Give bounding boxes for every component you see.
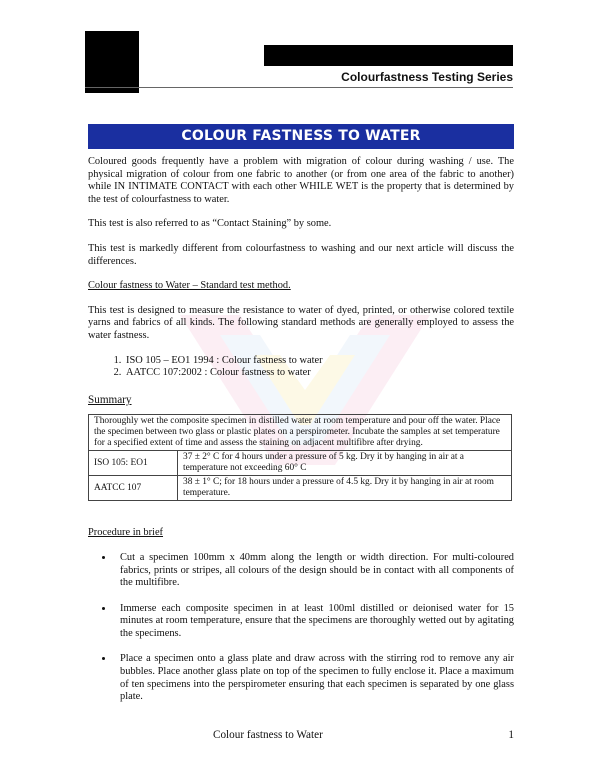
summary-heading: Summary [88, 393, 132, 406]
standard-paragraph: This test is designed to measure the resistance to water of dyed, printed, or otherwise colored textile yarns and fabrics of all kinds. The following standard methods are generally employed to assess the water fastness. [88, 304, 514, 341]
summary-table [88, 414, 512, 501]
procedure-item: • Immerse each composite specimen in at least 100ml distilled or deionised water for 15 minutes at room temperature, ensure that the specimens are thoroughly wetted out by agitating the specimens. [114, 603, 514, 641]
header-bar [264, 45, 513, 66]
header-rule [85, 87, 513, 88]
contact-staining-paragraph: This test is also referred to as “Contact Staining” by some. [88, 218, 332, 230]
series-title: Colourfastness Testing Series [341, 70, 513, 84]
standard-heading: Colour fastness to Water – Standard test method. [88, 280, 291, 292]
procedure-heading: Procedure in brief [88, 527, 164, 539]
table-row [89, 451, 512, 476]
page-number: 1 [508, 729, 514, 741]
emphasis-intimate-contact: IN INTIMATE CONTACT [114, 181, 229, 193]
logo-block [85, 31, 139, 93]
methods-list [88, 355, 514, 380]
condition-cell: 38 ± 1° C; for 18 hours under a pressure of 4.5 kg. Dry it by hanging in air at room temperature. [178, 476, 512, 501]
procedure-item: • Place a specimen onto a glass plate and draw across with the stirring rod to remove any air bubbles. Place another glass plate on top of the specimen to fully enclose it. Place a maximum of ten specimens into the perspirometer ensuring that each specimen is separated by one glass plate. [114, 653, 514, 703]
intro-text: Coloured goods frequently have a problem with migration of colour during washing / use. The physical migration of colour from one fabric to another (or from one area of the fabric to another) while [88, 156, 514, 193]
difference-paragraph: This test is markedly different from colourfastness to washing and our next article will discuss the differences. [88, 242, 514, 267]
summary-intro-cell: Thoroughly wet the composite specimen in distilled water at room temperature and pour off the water. Place the specimen between two glass or plastic plates on a perspirometer. Incubate the samples at set temperature for a specified extent of time and assess the staining on adjacent multifibre after drying. [89, 415, 512, 451]
procedure-list [88, 552, 514, 704]
method-cell: ISO 105: EO1 [89, 451, 178, 476]
method-cell: AATCC 107 [89, 476, 178, 501]
page-title: COLOUR FASTNESS TO WATER [88, 124, 514, 149]
procedure-item: • Cut a specimen 100mm x 40mm along the length or width direction. For multi-coloured fabrics, prints or stripes, all colours of the design should be in contact with all components of the multifibre. [114, 552, 514, 590]
intro-text: with each other [228, 181, 300, 193]
method-item: 1. ISO 105 – EO1 1994 : Colour fastness to water [124, 355, 514, 368]
condition-cell: 37 ± 2° C for 4 hours under a pressure of 5 kg. Dry it by hanging in air at a temperature not exceeding 60° C [178, 451, 512, 476]
table-row [89, 476, 512, 501]
document-body [88, 156, 514, 717]
table-row [89, 415, 512, 451]
intro-text: is the property that is determined by the test of colourfastness to water. [88, 181, 515, 205]
footer-title: Colour fastness to Water [213, 729, 323, 741]
method-item: 2. AATCC 107:2002 : Colour fastness to water [124, 367, 514, 380]
intro-paragraph [88, 156, 514, 206]
emphasis-while-wet: WHILE WET [299, 181, 359, 193]
